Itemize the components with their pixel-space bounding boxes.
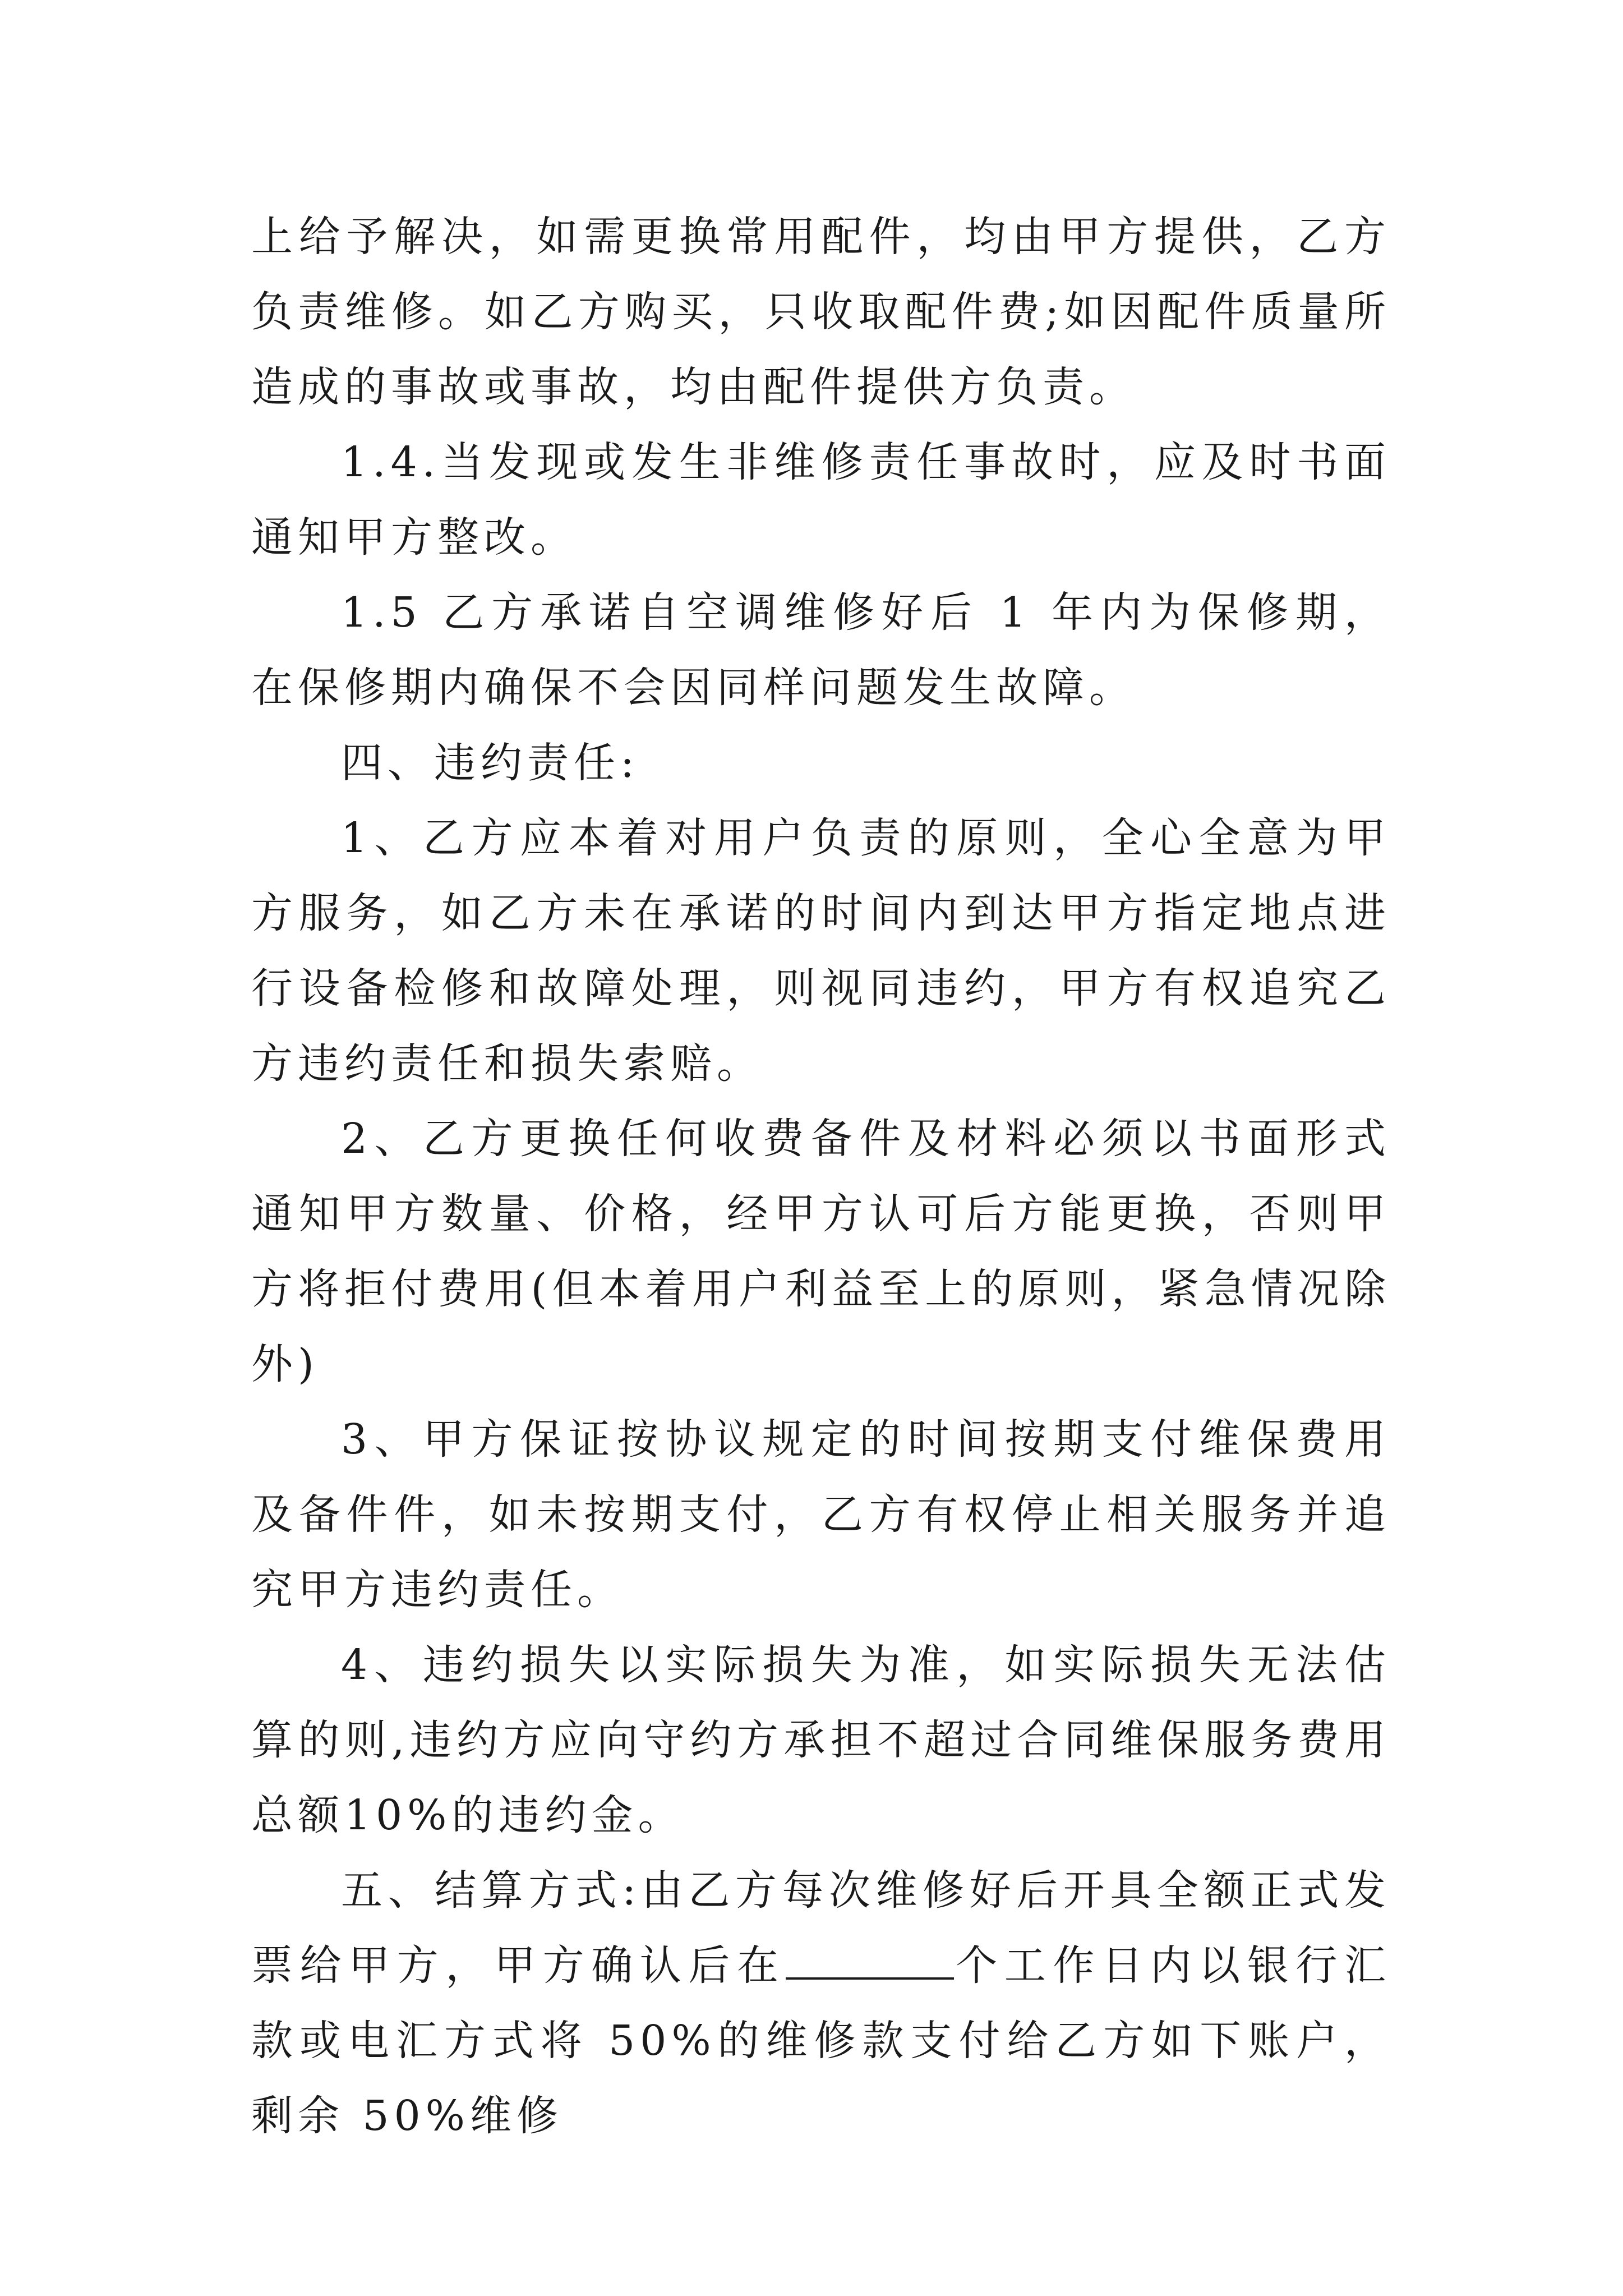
paragraph-clause-1-4: 1.4.当发现或发生非维修责任事故时，应及时书面通知甲方整改。	[251, 438, 1391, 562]
paragraph-breach-1: 1、乙方应本着对用户负责的原则，全心全意为甲方服务，如乙方未在承诺的时间内到达甲方指定地点进行设备检修和故障处理，则视同违约，甲方有权追究乙方违约责任和损失索赔。	[251, 814, 1391, 1088]
paragraph-breach-2: 2、乙方更换任何收费备件及材料必须以书面形式通知甲方数量、价格，经甲方认可后方能更换，否则甲方将拒付费用(但本着用户利益至上的原则，紧急情况除外)	[251, 1115, 1391, 1388]
settlement-text-before-blank: 五、结算方式:由乙方每次维修好后开具全额正式发票给甲方，甲方确认后在	[251, 1866, 1391, 1990]
paragraph-clause-1-5: 1.5 乙方承诺自空调维修好后 1 年内为保修期，在保修期内确保不会因同样问题发生故障。	[251, 588, 1391, 712]
settlement-text-after-blank: 个工作日内以银行汇款或电汇方式将 50%的维修款支付给乙方如下账户，剩余 50%维修	[251, 1941, 1391, 2140]
paragraph-breach-4: 4、违约损失以实际损失为准，如实际损失无法估算的则,违约方应向守约方承担不超过合同维保服务费用总额10%的违约金。	[251, 1641, 1391, 1839]
paragraph-1: 上给予解决，如需更换常用配件，均由甲方提供，乙方负责维修。如乙方购买，只收取配件费;如因配件质量所造成的事故或事故，均由配件提供方负责。	[251, 213, 1391, 411]
document-page	[251, 199, 1391, 2154]
section-heading-breach: 四、违约责任:	[341, 739, 639, 787]
paragraph-settlement	[251, 1853, 1391, 2154]
paragraph-breach-3: 3、甲方保证按协议规定的时间按期支付维保费用及备件件，如未按期支付，乙方有权停止相关服务并追究甲方违约责任。	[251, 1415, 1391, 1614]
fill-in-blank-line	[786, 1932, 954, 1980]
